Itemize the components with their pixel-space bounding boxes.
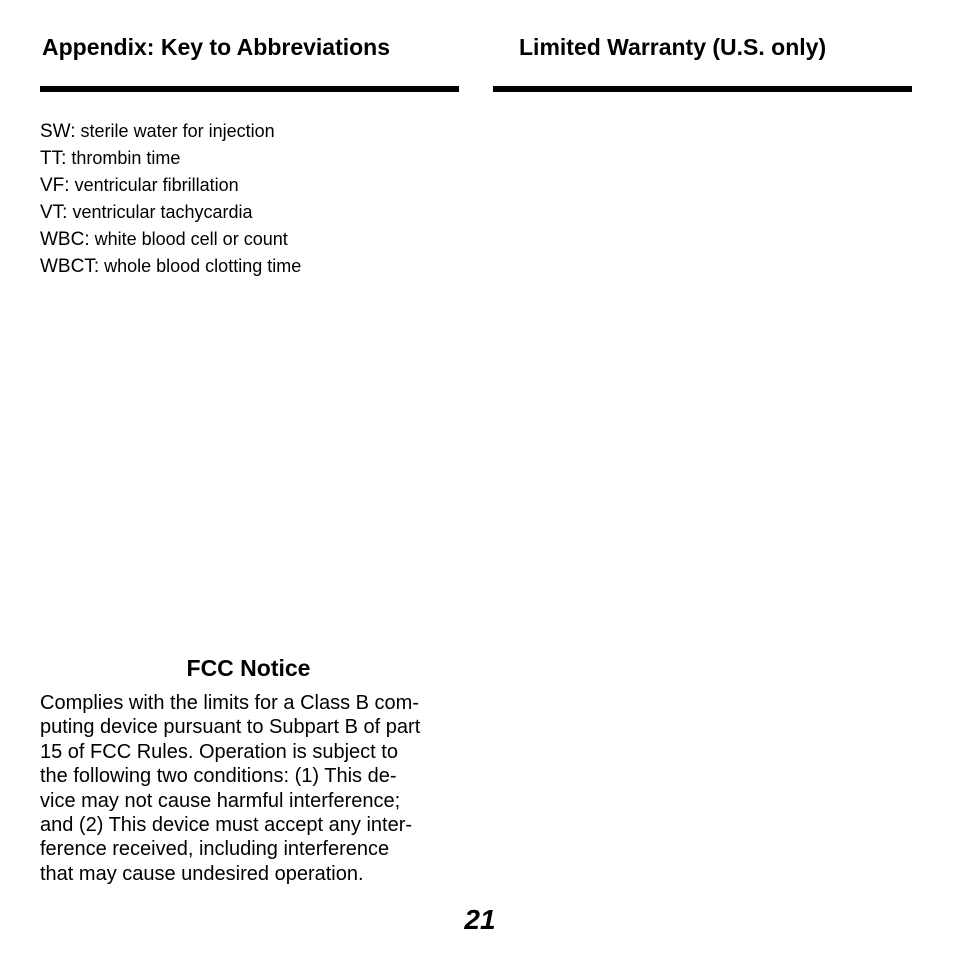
warranty-heading: Limited Warranty (U.S. only) bbox=[519, 34, 827, 60]
abbreviation-key: TT: bbox=[40, 148, 67, 169]
abbreviation-definition: whole blood clotting time bbox=[99, 256, 302, 276]
fcc-notice-line: puting device pursuant to Subpart B of part bbox=[40, 716, 421, 739]
abbreviation-definition: ventricular fibrillation bbox=[69, 175, 239, 195]
fcc-notice-line: that may cause undesired operation. bbox=[40, 862, 364, 885]
page-number: 21 bbox=[464, 904, 496, 935]
abbreviation-definition: thrombin time bbox=[66, 148, 181, 168]
fcc-notice-line: Complies with the limits for a Class B com- bbox=[40, 692, 419, 714]
abbreviation-key: VT: bbox=[40, 202, 68, 223]
abbreviations-heading-rule bbox=[40, 86, 459, 92]
fcc-notice-body bbox=[40, 691, 460, 886]
fcc-notice-line: the following two conditions: (1) This de- bbox=[40, 765, 397, 788]
fcc-notice-line: vice may not cause harmful interference; bbox=[40, 789, 401, 812]
warranty-heading-rule bbox=[493, 86, 912, 92]
abbreviation-definition: white blood cell or count bbox=[89, 229, 288, 249]
abbreviations-list bbox=[40, 118, 301, 280]
fcc-notice-line: 15 of FCC Rules. Operation is subject to bbox=[40, 740, 398, 763]
abbreviations-heading: Appendix: Key to Abbreviations bbox=[42, 34, 391, 60]
fcc-notice-line: and (2) This device must accept any inter- bbox=[40, 814, 413, 837]
abbreviation-definition: ventricular tachycardia bbox=[67, 202, 253, 222]
abbreviation-item bbox=[40, 118, 301, 145]
abbreviation-item bbox=[40, 253, 301, 280]
abbreviation-item bbox=[40, 226, 301, 253]
fcc-notice-title: FCC Notice bbox=[186, 655, 311, 681]
abbreviation-item bbox=[40, 145, 301, 172]
abbreviation-key: VF: bbox=[40, 175, 70, 196]
abbreviation-key: WBC: bbox=[40, 229, 90, 250]
abbreviation-item bbox=[40, 172, 301, 199]
abbreviation-item bbox=[40, 199, 301, 226]
fcc-notice-line: ference received, including interference bbox=[40, 838, 390, 861]
abbreviation-key: WBCT: bbox=[40, 256, 100, 277]
abbreviation-definition: sterile water for injection bbox=[75, 121, 275, 141]
abbreviation-key: SW: bbox=[40, 121, 76, 142]
